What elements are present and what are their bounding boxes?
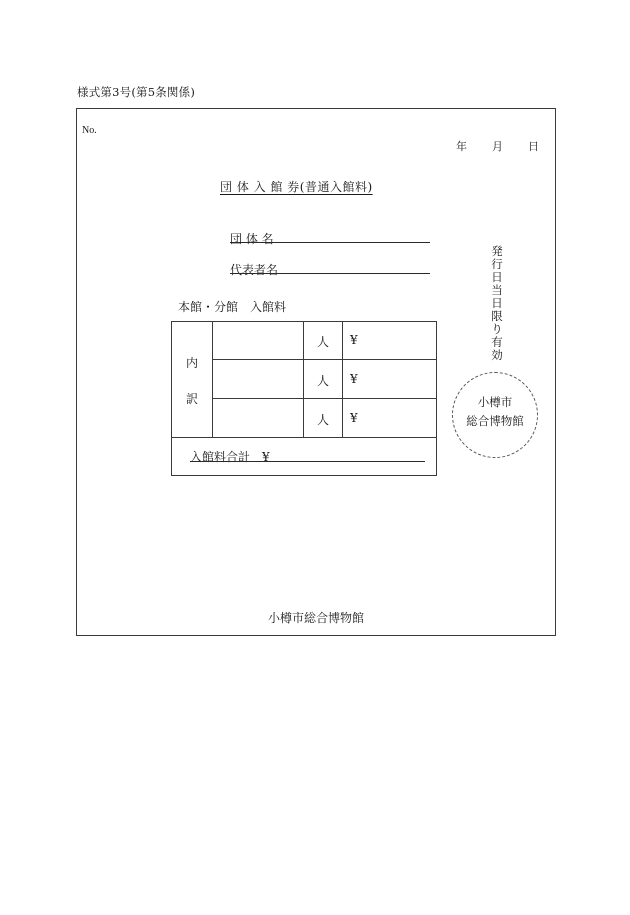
table-divider [212,398,437,399]
row-yen-symbol: ¥ [350,372,358,386]
validity-note: 発行日当日限り有効 [491,244,503,362]
date-day-label: 日 [528,140,539,153]
form-number-label: 様式第3号(第5条関係) [77,85,196,99]
date-year-label: 年 [456,140,467,153]
date-month-label: 月 [492,140,503,153]
table-divider [342,321,343,438]
total-fee-line [190,461,425,462]
table-divider [171,437,437,438]
seal-text-city: 小樽市 [477,395,513,409]
breakdown-label-char: 訳 [186,392,199,406]
fee-header: 本館・分館 入館料 [178,300,287,314]
row-person-unit: 人 [317,374,330,388]
issuer-name: 小樽市総合博物館 [267,611,364,625]
table-divider [303,321,304,438]
group-name-label: 団 体 名 [230,232,274,246]
representative-label: 代表者名 [230,263,279,277]
group-name-line [230,242,430,243]
table-divider [212,359,437,360]
total-fee-label: 入館料合計 ¥ [190,450,270,464]
row-person-unit: 人 [317,413,330,427]
table-divider [212,321,213,438]
row-person-unit: 人 [317,335,330,349]
representative-line [230,273,430,274]
row-yen-symbol: ¥ [350,333,358,347]
seal-text-museum: 総合博物館 [466,414,524,428]
breakdown-label-char: 内 [186,356,199,370]
ticket-title: 団 体 入 館 券(普通入館料) [220,180,373,194]
ticket-number-label: No. [82,125,97,136]
row-yen-symbol: ¥ [350,411,358,425]
